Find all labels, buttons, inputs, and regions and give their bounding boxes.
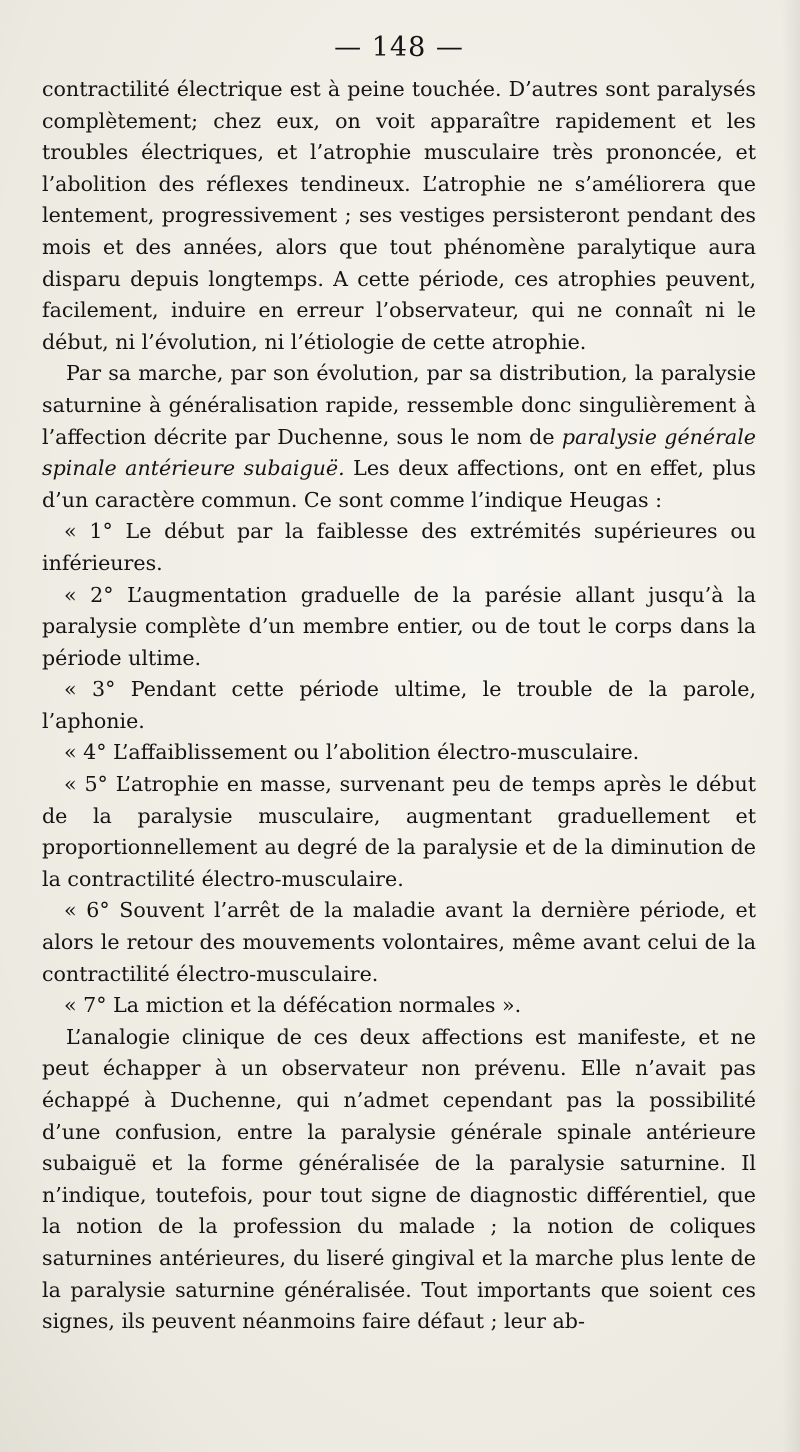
- paragraph-continuation: contractilité électrique est à peine touchée. D’autres sont paralysés complètement; chez eux, on voit apparaître rapidement et les troubles électriques, et l’atrophie musculaire très prononcée, et l’abolition des réflexes tendineux. L’atrophie ne s’améliorera que lentement, progressivement ; ses vestiges persisteront pendant des mois et des années, alors que tout phénomène paralytique aura disparu depuis longtemps. A cette période, ces atrophies peuvent, facilement, induire en erreur l’observateur, qui ne connaît ni le début, ni l’évolution, ni l’étiologie de cette atrophie.: [42, 77, 756, 354]
- paragraph-comparison: [42, 358, 756, 516]
- italic-disease-name: paralysie générale spinale antérieure subaiguë.: [42, 424, 756, 481]
- body-text: [42, 74, 756, 1338]
- list-item-2: « 2° L’augmentation graduelle de la parésie allant jusqu’à la paralysie complète d’un membre entier, ou de tout le corps dans la période ultime.: [42, 582, 756, 670]
- page-number: — 148 —: [334, 32, 464, 63]
- list-item-6: « 6° Souvent l’arrêt de la maladie avant la dernière période, et alors le retour des mouvements volontaires, même avant celui de la contractilité électro-musculaire.: [42, 898, 756, 986]
- paragraph-comparison-text-start: Par sa marche, par son évolution, par sa distribution, la paralysie saturnine à généralisation rapide, ressemble donc singulièrement à l’affection décrite par Duchenne, sous le nom de: [42, 361, 756, 449]
- list-item-5: « 5° L’atrophie en masse, survenant peu de temps après le début de la paralysie musculaire, augmentant graduellement et proportionnellement au degré de la paralysie et de la diminution de la contractilité électro-musculaire.: [42, 772, 756, 891]
- list-item-3: « 3° Pendant cette période ultime, le trouble de la parole, l’aphonie.: [42, 677, 756, 733]
- list-item-4: « 4° L’affaiblissement ou l’abolition électro-musculaire.: [64, 740, 640, 765]
- list-item-7: « 7° La miction et la défécation normales ».: [64, 993, 522, 1018]
- paragraph-analogy: L’analogie clinique de ces deux affections est manifeste, et ne peut échapper à un observateur non prévenu. Elle n’avait pas échappé à Duchenne, qui n’admet cependant pas la possibilité d’une confusion, entre la paralysie générale spinale antérieure subaiguë et la forme généralisée de la paralysie saturnine. Il n’indique, toutefois, pour tout signe de diagnostic différentiel, que la notion de la profession du malade ; la notion de coliques saturnines antérieures, du liseré gingival et la marche plus lente de la paralysie saturnine généralisée. Tout importants que soient ces signes, ils peuvent néanmoins faire défaut ; leur ab-: [42, 1024, 756, 1334]
- paragraph-comparison-text-end: Les deux affections, ont en effet, plus d’un caractère commun. Ce sont comme l’indique Heugas :: [42, 456, 756, 512]
- list-item-1: « 1° Le début par la faiblesse des extrémités supérieures ou inférieures.: [42, 519, 756, 575]
